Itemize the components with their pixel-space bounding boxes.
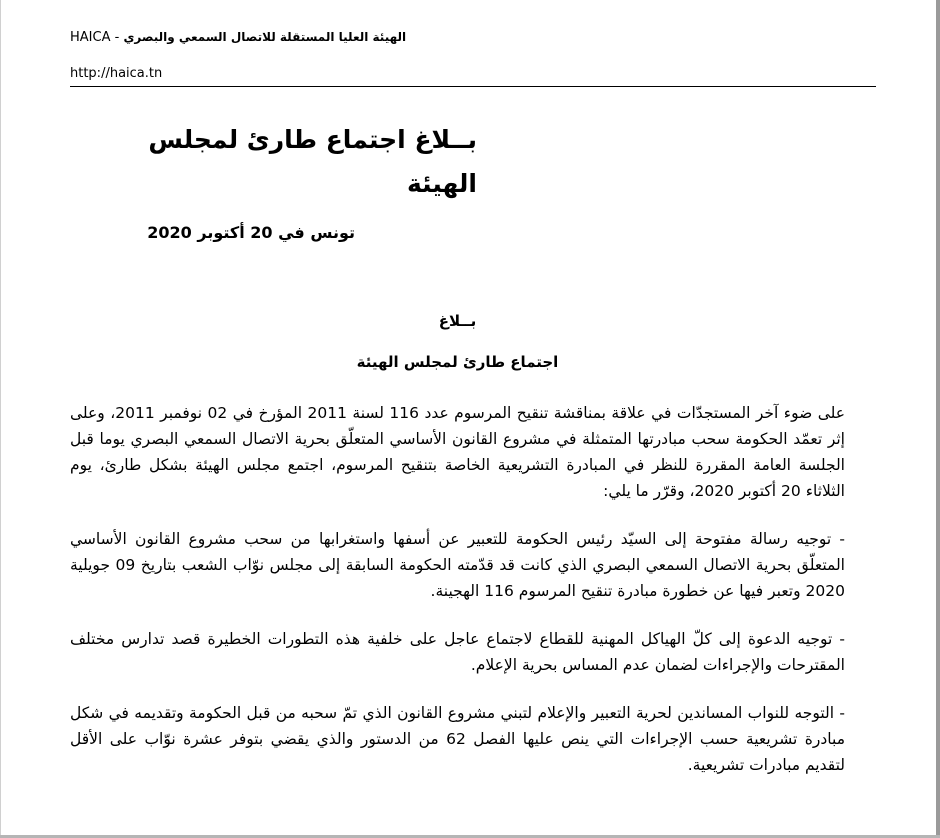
body-paragraph-item-3: - التوجه للنواب المساندين لحرية التعبير والإعلام لتبني مشروع القانون الذي تمّ سحبه من قبل الحكومة وتقديمه في شكل مبادرة تشريعية حسب الإجراءات التي ينص عليها الفصل 62 من الدستور والذي يقضي بتوفر عشرة نوّاب على الأقل لتقديم مبادرات تشريعية.	[70, 704, 845, 774]
article-date: تونس في 20 أكتوبر 2020	[147, 223, 355, 242]
site-name-latin: HAICA -	[70, 30, 124, 45]
page-edge-right	[936, 0, 940, 838]
body-paragraph-intro: على ضوء آخر المستجدّات في علاقة بمناقشة تنقيح المرسوم عدد 116 لسنة 2011 المؤرخ في 02 نوفمبر 2011، وعلى إثر تعمّد الحكومة سحب مبادرتها المتمثلة في مشروع القانون الأساسي المتعلّق بحرية الاتصال السمعي البصري يوما قبل الجلسة العامة المقررة للنظر في المبادرة التشريعية الخاصة بتنقيح المرسوم، اجتمع مجلس الهيئة بشكل طارئ، يوم الثلاثاء 20 أكتوبر 2020، وقرّر ما يلي:	[70, 404, 845, 500]
notice-heading: بــلاغ	[438, 312, 477, 330]
site-name	[70, 26, 876, 48]
page-header	[70, 26, 876, 87]
body-paragraph-item-1: - توجيه رسالة مفتوحة إلى السيّد رئيس الحكومة للتعبير عن أسفها واستغرابها من سحب مشروع القانون الأساسي المتعلّق بحرية الاتصال السمعي البصري الذي كانت قد قدّمته الحكومة السابقة إلى مجلس نوّاب الشعب بتاريخ 09 جويلية 2020 وتعبر فيها عن خطورة مبادرة تنقيح المرسوم 116 الهجينة.	[70, 530, 845, 600]
page-edge-left	[0, 0, 1, 838]
article-title: بــلاغ اجتماع طارئ لمجلس الهيئة	[148, 125, 477, 198]
site-url: http://haica.tn	[70, 66, 163, 81]
article-header	[70, 118, 845, 373]
notice-subheading: اجتماع طارئ لمجلس الهيئة	[356, 353, 559, 371]
site-name-arabic: الهيئة العليا المستقلة للاتصال السمعي والبصري	[123, 30, 407, 44]
header-divider	[70, 86, 876, 87]
article-body	[70, 400, 845, 800]
body-paragraph-item-2: - توجيه الدعوة إلى كلّ الهياكل المهنية للقطاع لاجتماع عاجل على خلفية هذه التطورات الخطيرة قصد تدارس مختلف المقترحات والإجراءات لضمان عدم المساس بحرية الإعلام.	[70, 630, 845, 674]
